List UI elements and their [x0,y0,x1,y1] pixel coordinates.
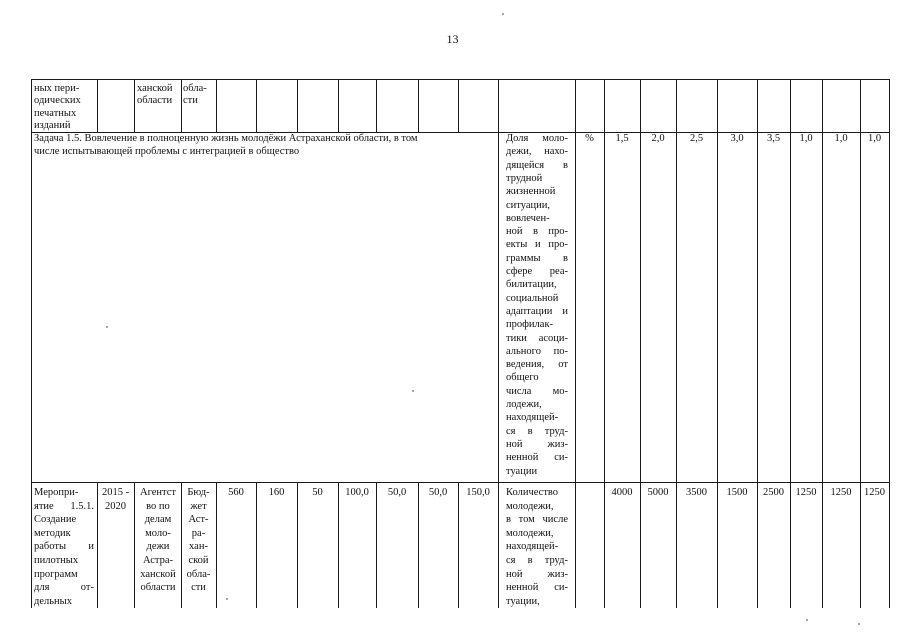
measure-value-cell: 5000 [647,487,669,498]
column-line [134,79,135,132]
column-line [790,79,791,608]
scan-speck [858,623,860,625]
column-line [889,79,890,608]
measure-name-line: методик [34,527,71,539]
task-indicator-line: туации [506,465,538,477]
scan-speck [502,13,504,15]
measure-finance-cell: 100,0 [345,487,369,498]
task-indicator-line: граммы в [506,252,568,264]
measure-value-cell: 1500 [726,487,748,498]
measure-executor-line: моло- [145,527,171,539]
task-title-0: Задача 1.5. Вовлечение в полноценную жизнь молодёжи Астраханской области, в том [34,133,418,144]
task-value-cell: 3,0 [730,133,744,144]
task-indicator-line: ненной си- [506,452,568,464]
column-line [338,482,339,608]
measure-finance-cell: 50,0 [428,487,448,498]
column-line [97,79,98,132]
measure-executor-line: дежи [146,541,170,553]
measure-source-line: Аст- [188,514,209,526]
measure-source-line: обла- [186,568,211,580]
column-line [676,79,677,608]
task-indicator-line: трудной [506,172,543,184]
task-indicator-line: вовлечен- [506,212,550,224]
scan-speck [106,326,108,328]
measure-source-line: сти [191,582,206,594]
task-indicator-line: находящей- [506,412,559,424]
task-value-cell: 1,0 [799,133,813,144]
measure-executor-line: области [140,582,176,594]
top-row-name-2: печатных [34,108,77,119]
task-value-cell: 2,5 [689,133,704,144]
top-row-source-0: обла- [183,83,207,94]
measure-source-line: Бюд- [187,487,210,498]
measure-name-line: Создание [34,514,77,526]
measure-indicator-line: молодежи, [506,527,554,539]
scan-speck [806,619,808,621]
top-row-exec-1: области [137,95,173,106]
measure-source-line: ской [188,555,209,566]
task-unit: % [585,133,594,144]
column-line [256,482,257,608]
task-indicator-line: ситуации, [506,199,550,211]
task-value-cell: 2,0 [651,133,665,144]
column-line [640,79,641,608]
measure-executor-line: делам [144,514,172,526]
measure-value-cell: 1250 [795,487,817,498]
column-line [498,79,499,608]
measure-finance-cell: 150,0 [466,487,490,498]
measure-value-cell: 1250 [864,487,885,498]
task-value-cell: 3,5 [766,133,781,144]
column-line [458,482,459,608]
task-indicator-line: Доля моло- [506,133,568,144]
task-value-cell: 1,0 [867,133,882,144]
measure-value-cell: 3500 [686,487,707,498]
task-indicator-line: ального по- [506,345,568,357]
measure-period-line: 2015 - [101,487,130,498]
column-line [256,79,257,132]
task-indicator-line: ведения, от [506,359,568,371]
column-line [338,79,339,132]
measure-indicator-line: ся в труд- [506,555,568,566]
task-indicator-line: числа мо- [506,385,568,397]
measure-source-line: жет [190,500,207,512]
measure-name-line: дельных [34,595,72,607]
column-line [575,79,576,608]
measure-indicator-line: ненной си- [506,582,568,594]
table-top-border [31,79,889,80]
measure-indicator-line: Количество [506,487,559,498]
task-title-1: числе испытывающей проблемы с интеграцией в общество [34,146,300,157]
task-indicator-line: жизненной [506,186,556,198]
top-row-name-0: ных пери- [34,83,80,94]
column-line [860,79,861,608]
top-row-source-1: сти [183,95,198,106]
measure-name-line: для от- [34,582,94,594]
measure-executor-line: Агентст [140,487,176,498]
task-indicator-line: екты и про- [506,239,568,251]
measure-executor-line: во по [146,500,170,512]
measure-indicator-line: ной жиз- [506,568,568,580]
measure-finance-cell: 160 [268,487,285,498]
top-row-name-3: изданий [34,120,71,131]
measure-indicator-line: находящей- [506,541,559,553]
task-indicator-line: дящейся в [506,159,568,171]
column-line [757,79,758,608]
column-line [376,482,377,608]
measure-name-line: работы и [34,541,94,553]
task-indicator-line: общего [506,372,539,384]
measure-indicator-line: молодежи, [506,500,554,512]
task-indicator-line: профилак- [506,319,554,331]
task-value-cell: 1,5 [615,133,629,144]
column-line [822,79,823,608]
column-line [717,79,718,608]
task-indicator-line: ной жиз- [506,438,568,450]
measure-executor-line: Астра- [142,555,174,566]
task-value-cell: 1,0 [834,133,848,144]
column-line [181,482,182,608]
measure-indicator-line: туации, [506,595,540,607]
scan-speck [226,598,228,600]
column-line [31,79,32,608]
top-row-exec-0: ханской [137,83,173,94]
measure-finance-cell: 50 [312,487,323,498]
top-row-name-1: одических [34,95,81,106]
column-line [604,79,605,608]
measure-value-cell: 1250 [830,487,852,498]
column-line [216,482,217,608]
task-indicator-line: лодежи, [506,399,542,410]
task-indicator-line: социальной [506,292,559,304]
task-indicator-line: дежи, нахо- [506,146,568,158]
task-indicator-line: билитации, [506,279,557,291]
measure-source-line: хан- [189,541,208,553]
column-line [418,79,419,132]
measure-finance-cell: 50,0 [387,487,407,498]
measure-name-line: программ [34,568,78,580]
column-line [297,482,298,608]
task-indicator-line: ся в труд- [506,425,568,437]
task-indicator-line: тики асоци- [506,332,568,344]
column-line [418,482,419,608]
measure-value-cell: 2500 [763,487,784,498]
measure-indicator-line: в том числе [506,514,568,526]
measure-executor-line: ханской [140,568,176,580]
column-line [134,482,135,608]
task-indicator-line: сфере реа- [506,266,568,277]
measure-finance-cell: 560 [228,487,244,498]
task-indicator-line: адаптации и [506,305,568,317]
page-number: 13 [446,32,459,46]
task-indicator-line: ной в про- [506,226,568,238]
column-line [376,79,377,132]
measure-period-line: 2020 [105,500,126,512]
measure-value-cell: 4000 [611,487,633,498]
column-line [458,79,459,132]
measure-name-line: ятие 1.5.1. [34,500,94,512]
row-divider-measure [31,482,889,483]
column-line [216,79,217,132]
measure-name-line: Меропри- [34,487,79,498]
scan-speck [412,390,414,392]
measure-source-line: ра- [191,527,206,539]
measure-name-line: пилотных [34,555,79,566]
column-line [297,79,298,132]
column-line [181,79,182,132]
